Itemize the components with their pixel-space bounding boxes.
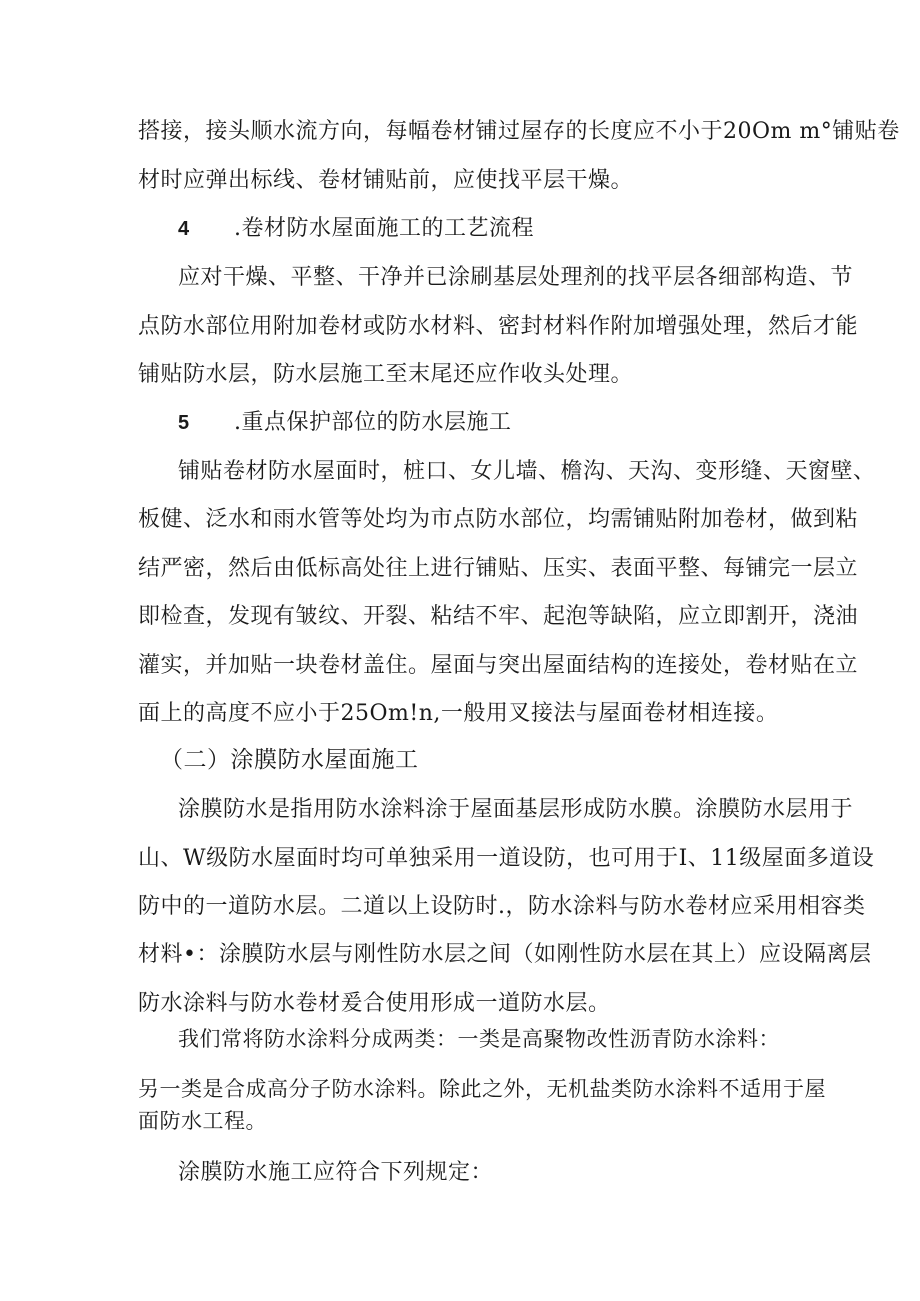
text-line: 面上的高度不应小于25Om!n,一般用叉接法与屋面卷材相连接。 bbox=[138, 701, 779, 726]
text-line: 防水涂料与防水卷材爰合使用形成一道防水层。 bbox=[138, 991, 611, 1016]
text-line: 我们常将防水涂料分成两类：一类是高聚物改性沥青防水涂料： bbox=[178, 1027, 780, 1051]
text-line: 山、W级防水屋面时均可单独采用一道设防，也可用于I、11级屋面多道设 bbox=[138, 846, 875, 871]
text-line: 涂膜防水施工应符合下列规定： bbox=[178, 1160, 494, 1185]
text-line: 结严密，然后由低标高处往上进行铺贴、压实、表面平整、每铺完一层立 bbox=[138, 556, 859, 581]
text-line: 另一类是合成高分子防水涂料。除此之外，无机盐类防水涂料不适用于屋 bbox=[138, 1077, 826, 1101]
heading-number: 5 bbox=[178, 412, 190, 434]
text-line: 铺贴卷材防水屋面时，桩口、女儿墙、檐沟、天沟、变形缝、天窗壁、 bbox=[178, 459, 876, 484]
section-heading-5 bbox=[178, 408, 512, 438]
section-heading-4 bbox=[178, 214, 534, 244]
text-line: 防中的一道防水层。二道以上设防时.，防水涂料与防水卷材应采用相容类 bbox=[138, 894, 866, 919]
text-line: 材时应弹出标线、卷材铺贴前，应使找平层干燥。 bbox=[138, 168, 634, 193]
text-line: 面防水工程。 bbox=[138, 1109, 267, 1133]
text-line: 材料•：涂膜防水层与刚性防水层之间（如刚性防水层在其上）应设隔离层 bbox=[138, 942, 872, 967]
heading-text: .卷材防水屋面施工的工艺流程 bbox=[234, 216, 534, 241]
text-line: 板健、泛水和雨水管等处均为市点防水部位，均需铺贴附加卷材，做到粘 bbox=[138, 507, 859, 532]
text-line: 点防水部位用附加卷材或防水材料、密封材料作附加增强处理，然后才能 bbox=[138, 314, 859, 339]
text-line: 即检查，发现有皱纹、开裂、粘结不牢、起泡等缺陷，应立即割开，浇油 bbox=[138, 604, 859, 629]
text-line: 搭接，接头顺水流方向，每幅卷材铺过屋存的长度应不小于20Om m°铺贴卷 bbox=[138, 119, 900, 144]
section-heading-2: （二）涂膜防水屋面施工 bbox=[160, 747, 419, 773]
text-line: 铺贴防水层，防水层施工至末尾还应作收头处理。 bbox=[138, 362, 634, 387]
heading-text: .重点保护部位的防水层施工 bbox=[234, 410, 512, 435]
heading-number: 4 bbox=[178, 218, 190, 240]
text-line: 应对干燥、平整、干净并已涂刷基层处理剂的找平层各细部构造、节 bbox=[178, 265, 854, 290]
text-line: 涂膜防水是指用防水涂料涂于屋面基层形成防水膜。涂膜防水层用于 bbox=[178, 797, 854, 822]
text-line: 灌实，并加贴一块卷材盖住。屋面与突出屋面结构的连接处，卷材贴在立 bbox=[138, 653, 859, 678]
